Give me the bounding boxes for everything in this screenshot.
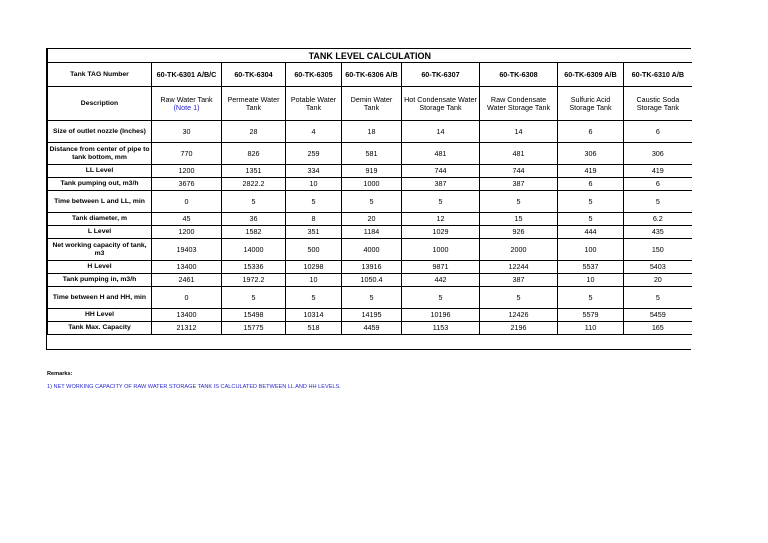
table-row [48, 309, 692, 322]
row-label: HH Level [48, 309, 152, 322]
tag-cell: 60-TK-6308 [480, 63, 558, 87]
row-label: Distance from center of pipe to tank bottom, mm [48, 143, 152, 165]
value-cell: 14 [402, 121, 480, 143]
description-label: Description [48, 87, 152, 121]
tank-level-table [47, 49, 692, 335]
value-cell: 36 [222, 213, 286, 226]
value-cell: 45 [152, 213, 222, 226]
tag-cell: 60-TK-6305 [286, 63, 342, 87]
description-text: Caustic Soda Storage Tank [636, 94, 680, 112]
value-cell: 110 [558, 322, 624, 335]
value-cell: 926 [480, 226, 558, 239]
value-cell: 2461 [152, 274, 222, 287]
value-cell: 1351 [222, 165, 286, 178]
value-cell: 3676 [152, 178, 222, 191]
description-cell [624, 87, 692, 121]
value-cell: 5 [558, 213, 624, 226]
value-cell: 10 [286, 178, 342, 191]
value-cell: 5 [402, 191, 480, 213]
tag-cell: 60-TK-6304 [222, 63, 286, 87]
value-cell: 481 [480, 143, 558, 165]
value-cell: 1050.4 [342, 274, 402, 287]
description-text: Demin Water Tank [350, 94, 393, 112]
value-cell: 1000 [342, 178, 402, 191]
value-cell: 15336 [222, 261, 286, 274]
value-cell: 8 [286, 213, 342, 226]
value-cell: 10 [558, 274, 624, 287]
table-row [48, 178, 692, 191]
value-cell: 5537 [558, 261, 624, 274]
value-cell: 5 [222, 191, 286, 213]
value-cell: 387 [402, 178, 480, 191]
value-cell: 14000 [222, 239, 286, 261]
table-row [48, 239, 692, 261]
value-cell: 351 [286, 226, 342, 239]
tag-cell: 60-TK-6309 A/B [558, 63, 624, 87]
value-cell: 919 [342, 165, 402, 178]
sheet-title: TANK LEVEL CALCULATION [48, 49, 692, 63]
value-cell: 1582 [222, 226, 286, 239]
value-cell: 21312 [152, 322, 222, 335]
value-cell: 5 [480, 191, 558, 213]
value-cell: 581 [342, 143, 402, 165]
table-row [48, 287, 692, 309]
row-label: Time between L and LL, min [48, 191, 152, 213]
row-label: Net working capacity of tank, m3 [48, 239, 152, 261]
calculation-sheet [46, 48, 691, 350]
table-row [48, 191, 692, 213]
table-row [48, 261, 692, 274]
table-row [48, 165, 692, 178]
value-cell: 306 [624, 143, 692, 165]
value-cell: 5459 [624, 309, 692, 322]
value-cell: 14 [480, 121, 558, 143]
tag-number-row [48, 63, 692, 87]
value-cell: 518 [286, 322, 342, 335]
value-cell: 5 [624, 191, 692, 213]
tag-number-label: Tank TAG Number [48, 63, 152, 87]
value-cell: 13400 [152, 309, 222, 322]
table-row [48, 274, 692, 287]
value-cell: 1200 [152, 165, 222, 178]
value-cell: 0 [152, 191, 222, 213]
value-cell: 6.2 [624, 213, 692, 226]
value-cell: 10298 [286, 261, 342, 274]
description-cell [558, 87, 624, 121]
value-cell: 5 [402, 287, 480, 309]
value-cell: 14195 [342, 309, 402, 322]
value-cell: 826 [222, 143, 286, 165]
value-cell: 435 [624, 226, 692, 239]
title-row [48, 49, 692, 63]
value-cell: 6 [624, 121, 692, 143]
value-cell: 5403 [624, 261, 692, 274]
value-cell: 19403 [152, 239, 222, 261]
value-cell: 30 [152, 121, 222, 143]
description-text: Raw Condensate Water Storage Tank [486, 94, 551, 112]
value-cell: 5 [480, 287, 558, 309]
value-cell: 5 [222, 287, 286, 309]
value-cell: 6 [558, 121, 624, 143]
tag-cell: 60-TK-6310 A/B [624, 63, 692, 87]
value-cell: 4000 [342, 239, 402, 261]
value-cell: 9871 [402, 261, 480, 274]
table-row [48, 213, 692, 226]
value-cell: 5579 [558, 309, 624, 322]
row-label: L Level [48, 226, 152, 239]
value-cell: 15775 [222, 322, 286, 335]
description-cell [402, 87, 480, 121]
value-cell: 2000 [480, 239, 558, 261]
value-cell: 442 [402, 274, 480, 287]
value-cell: 481 [402, 143, 480, 165]
value-cell: 306 [558, 143, 624, 165]
row-label: Tank Max. Capacity [48, 322, 152, 335]
value-cell: 5 [342, 191, 402, 213]
description-cell [342, 87, 402, 121]
value-cell: 1000 [402, 239, 480, 261]
value-cell: 259 [286, 143, 342, 165]
row-label: Time between H and HH, min [48, 287, 152, 309]
tag-cell: 60-TK-6301 A/B/C [152, 63, 222, 87]
value-cell: 387 [480, 274, 558, 287]
remarks-spacer [47, 335, 691, 350]
value-cell: 10196 [402, 309, 480, 322]
value-cell: 28 [222, 121, 286, 143]
value-cell: 334 [286, 165, 342, 178]
value-cell: 13400 [152, 261, 222, 274]
value-cell: 770 [152, 143, 222, 165]
value-cell: 10314 [286, 309, 342, 322]
row-label: Tank pumping in, m3/h [48, 274, 152, 287]
table-row [48, 322, 692, 335]
table-row [48, 226, 692, 239]
value-cell: 12426 [480, 309, 558, 322]
description-row [48, 87, 692, 121]
value-cell: 5 [286, 287, 342, 309]
value-cell: 1029 [402, 226, 480, 239]
value-cell: 165 [624, 322, 692, 335]
tag-cell: 60-TK-6307 [402, 63, 480, 87]
value-cell: 444 [558, 226, 624, 239]
row-label: LL Level [48, 165, 152, 178]
table-row [48, 143, 692, 165]
description-cell [222, 87, 286, 121]
value-cell: 18 [342, 121, 402, 143]
value-cell: 1972.2 [222, 274, 286, 287]
value-cell: 419 [624, 165, 692, 178]
description-cell [480, 87, 558, 121]
value-cell: 6 [558, 178, 624, 191]
value-cell: 13916 [342, 261, 402, 274]
value-cell: 1200 [152, 226, 222, 239]
value-cell: 20 [624, 274, 692, 287]
tag-cell: 60-TK-6306 A/B [342, 63, 402, 87]
description-text: Potable Water Tank [290, 94, 337, 112]
value-cell: 4 [286, 121, 342, 143]
value-cell: 2822.2 [222, 178, 286, 191]
table-row [48, 121, 692, 143]
value-cell: 500 [286, 239, 342, 261]
value-cell: 1153 [402, 322, 480, 335]
description-cell [152, 87, 222, 121]
value-cell: 744 [480, 165, 558, 178]
value-cell: 5 [558, 191, 624, 213]
description-text: Raw Water Tank [160, 94, 213, 104]
value-cell: 20 [342, 213, 402, 226]
row-label: H Level [48, 261, 152, 274]
row-label: Tank diameter, m [48, 213, 152, 226]
value-cell: 744 [402, 165, 480, 178]
value-cell: 150 [624, 239, 692, 261]
description-text: Permeate Water Tank [227, 94, 280, 112]
value-cell: 5 [624, 287, 692, 309]
remark-line-1: 1) NET WORKING CAPACITY OF RAW WATER STORAGE TANK IS CALCULATED BETWEEN LL AND HH LEVELS. [47, 384, 341, 390]
value-cell: 15 [480, 213, 558, 226]
value-cell: 12244 [480, 261, 558, 274]
row-label: Tank pumping out, m3/h [48, 178, 152, 191]
value-cell: 387 [480, 178, 558, 191]
value-cell: 5 [286, 191, 342, 213]
value-cell: 4459 [342, 322, 402, 335]
value-cell: 6 [624, 178, 692, 191]
note-1-link: (Note 1) [173, 102, 200, 112]
value-cell: 100 [558, 239, 624, 261]
description-text: Sulfuric Acid Storage Tank [569, 94, 612, 112]
value-cell: 10 [286, 274, 342, 287]
value-cell: 2196 [480, 322, 558, 335]
value-cell: 419 [558, 165, 624, 178]
value-cell: 0 [152, 287, 222, 309]
value-cell: 5 [342, 287, 402, 309]
description-text: Hot Condensate Water Storage Tank [404, 94, 477, 112]
remarks-label: Remarks: [47, 371, 73, 377]
value-cell: 15498 [222, 309, 286, 322]
row-label: Size of outlet nozzle (Inches) [48, 121, 152, 143]
value-cell: 5 [558, 287, 624, 309]
description-cell [286, 87, 342, 121]
value-cell: 1184 [342, 226, 402, 239]
value-cell: 12 [402, 213, 480, 226]
